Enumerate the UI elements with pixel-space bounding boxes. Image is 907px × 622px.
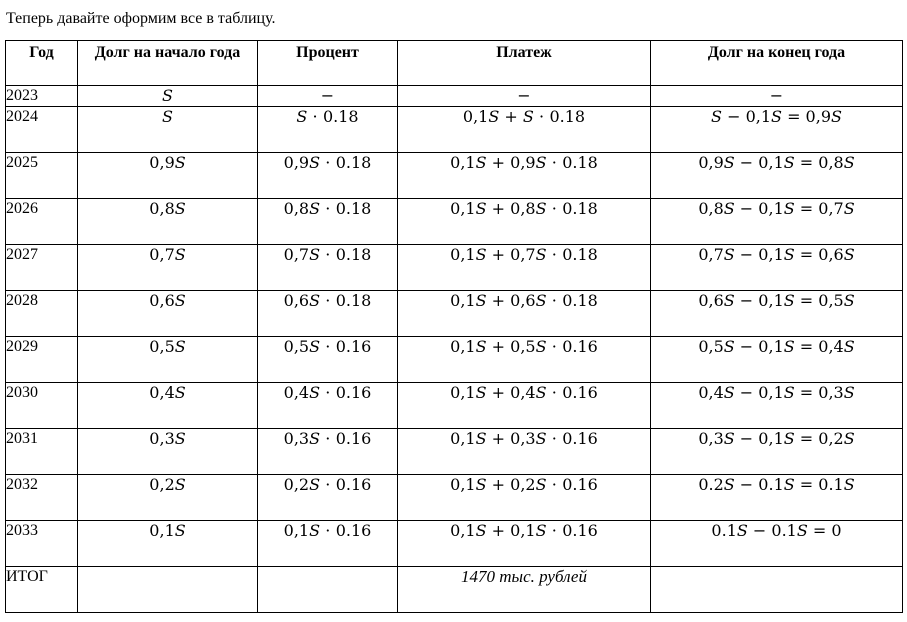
table-row	[6, 337, 903, 383]
table-row	[6, 245, 903, 291]
header-debt-start: Долг на начало года	[78, 41, 258, 86]
cell-empty	[651, 567, 903, 613]
header-percent: Процент	[258, 41, 398, 86]
cell-year: 2028	[6, 291, 78, 337]
cell-payment: 0,1𝑆 + 0,8𝑆 ⋅ 0.18	[398, 199, 651, 245]
table-row	[6, 475, 903, 521]
cell-payment: 0,1𝑆 + 0,3𝑆 ⋅ 0.16	[398, 429, 651, 475]
cell-debt-end: 𝑆 − 0,1𝑆 = 0,9𝑆	[651, 107, 903, 153]
cell-debt-end: 0,7𝑆 − 0,1𝑆 = 0,6𝑆	[651, 245, 903, 291]
table-header-row	[6, 41, 903, 86]
cell-total-payment: 1470 тыс. рублей	[398, 567, 651, 613]
table-row	[6, 107, 903, 153]
cell-debt-start: 0,8𝑆	[78, 199, 258, 245]
cell-debt-start: 0,7𝑆	[78, 245, 258, 291]
debt-schedule-table	[5, 40, 903, 613]
cell-year: 2024	[6, 107, 78, 153]
intro-text: Теперь давайте оформим все в таблицу.	[6, 10, 276, 27]
table-row	[6, 86, 903, 107]
cell-payment: 0,1𝑆 + 0,9𝑆 ⋅ 0.18	[398, 153, 651, 199]
cell-payment: 0,1𝑆 + 0,2𝑆 ⋅ 0.16	[398, 475, 651, 521]
cell-year: 2026	[6, 199, 78, 245]
cell-payment: 0,1𝑆 + 0,7𝑆 ⋅ 0.18	[398, 245, 651, 291]
header-debt-end: Долг на конец года	[651, 41, 903, 86]
cell-percent: 𝑆 ⋅ 0.18	[258, 107, 398, 153]
cell-year: 2023	[6, 86, 78, 107]
table-row	[6, 291, 903, 337]
header-payment: Платеж	[398, 41, 651, 86]
table-row	[6, 199, 903, 245]
cell-year: 2030	[6, 383, 78, 429]
cell-payment: 0,1𝑆 + 0,5𝑆 ⋅ 0.16	[398, 337, 651, 383]
cell-debt-start: 0,6𝑆	[78, 291, 258, 337]
table-row	[6, 521, 903, 567]
cell-debt-start: 𝑆	[78, 86, 258, 107]
cell-debt-start: 0,3𝑆	[78, 429, 258, 475]
table-row	[6, 383, 903, 429]
cell-debt-start: 0,9𝑆	[78, 153, 258, 199]
cell-payment: 0,1𝑆 + 0,6𝑆 ⋅ 0.18	[398, 291, 651, 337]
cell-year: 2025	[6, 153, 78, 199]
cell-payment: 0,1𝑆 + 0,4𝑆 ⋅ 0.16	[398, 383, 651, 429]
cell-percent: −	[258, 86, 398, 107]
cell-payment: 0,1𝑆 + 0,1𝑆 ⋅ 0.16	[398, 521, 651, 567]
cell-year: 2029	[6, 337, 78, 383]
cell-debt-end: 0,6𝑆 − 0,1𝑆 = 0,5𝑆	[651, 291, 903, 337]
cell-debt-end: 0,5𝑆 − 0,1𝑆 = 0,4𝑆	[651, 337, 903, 383]
cell-percent: 0,6𝑆 ⋅ 0.18	[258, 291, 398, 337]
cell-debt-end: 0,4𝑆 − 0,1𝑆 = 0,3𝑆	[651, 383, 903, 429]
cell-debt-end: 0,9𝑆 − 0,1𝑆 = 0,8𝑆	[651, 153, 903, 199]
cell-debt-start: 𝑆	[78, 107, 258, 153]
header-year: Год	[6, 41, 78, 86]
cell-debt-start: 0,1𝑆	[78, 521, 258, 567]
cell-year: 2032	[6, 475, 78, 521]
cell-percent: 0,3𝑆 ⋅ 0.16	[258, 429, 398, 475]
cell-debt-start: 0,4𝑆	[78, 383, 258, 429]
cell-percent: 0,7𝑆 ⋅ 0.18	[258, 245, 398, 291]
cell-debt-end: 0.1𝑆 − 0.1𝑆 = 0	[651, 521, 903, 567]
cell-debt-end: 0,8𝑆 − 0,1𝑆 = 0,7𝑆	[651, 199, 903, 245]
cell-empty	[78, 567, 258, 613]
cell-payment: −	[398, 86, 651, 107]
table-row	[6, 153, 903, 199]
cell-year: 2033	[6, 521, 78, 567]
cell-percent: 0,2𝑆 ⋅ 0.16	[258, 475, 398, 521]
cell-percent: 0,4𝑆 ⋅ 0.16	[258, 383, 398, 429]
table-row	[6, 429, 903, 475]
cell-empty	[258, 567, 398, 613]
cell-debt-end: 0.2𝑆 − 0.1𝑆 = 0.1𝑆	[651, 475, 903, 521]
cell-debt-start: 0,5𝑆	[78, 337, 258, 383]
cell-percent: 0,9𝑆 ⋅ 0.18	[258, 153, 398, 199]
cell-year: 2031	[6, 429, 78, 475]
cell-payment: 0,1𝑆 + 𝑆 ⋅ 0.18	[398, 107, 651, 153]
cell-percent: 0,1𝑆 ⋅ 0.16	[258, 521, 398, 567]
cell-percent: 0,5𝑆 ⋅ 0.16	[258, 337, 398, 383]
cell-debt-start: 0,2𝑆	[78, 475, 258, 521]
cell-year: 2027	[6, 245, 78, 291]
cell-percent: 0,8𝑆 ⋅ 0.18	[258, 199, 398, 245]
cell-debt-end: −	[651, 86, 903, 107]
table-total-row	[6, 567, 903, 613]
cell-debt-end: 0,3𝑆 − 0,1𝑆 = 0,2𝑆	[651, 429, 903, 475]
cell-total-label: ИТОГ	[6, 567, 78, 613]
